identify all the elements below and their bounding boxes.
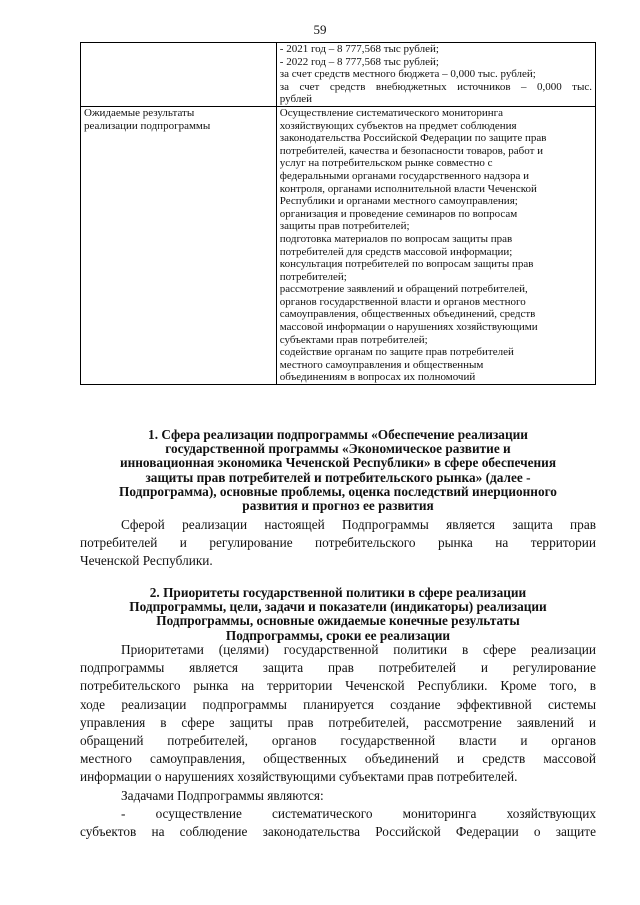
results-line: самоуправления, общественных объединений, средств [279,308,536,321]
results-line: объединениям в вопросах их полномочий [279,371,476,384]
results-line: органов государственной власти и органов местного [279,295,526,308]
subprogram-passport-table [80,42,596,385]
paragraph-line: Сферой реализации настоящей Подпрограммы является защита прав [121,517,596,532]
results-line: услуг на потребительском рынке совместно с [279,157,493,170]
paragraph-line: управления в сфере защиты прав потребителей, рассмотрение заявлений и [80,714,596,730]
results-line: потребителей; [279,270,347,283]
section-2-heading [80,586,596,643]
table-cell-label [81,106,277,384]
results-line: защиты прав потребителей; [279,220,410,233]
results-line: субъектами прав потребителей; [279,333,428,346]
results-line: подготовка материалов по вопросам защиты прав [279,232,513,245]
heading-line: развития и прогноз ее развития [242,498,434,514]
row-label-line: Ожидаемые результаты [84,106,195,119]
results-line: Республики и органами местного самоуправления; [279,195,518,208]
heading-line: 1. Сфера реализации подпрограммы «Обеспечение реализации [148,427,528,442]
table-cell-expected-results [276,106,595,384]
heading-line: защиты прав потребителей и потребительского рынка» (далее - [145,469,531,485]
heading-line: Подпрограммы, цели, задачи и показатели (индикаторы) реализации [129,599,547,615]
paragraph-line: обращений потребителей, органов государственной власти и органов [80,733,596,749]
heading-line: 2. Приоритеты государственной политики в сфере реализации [149,585,527,600]
results-line: хозяйствующих субъектов на предмет соблюдения [279,119,517,132]
heading-line: Подпрограмма), основные проблемы, оценка последствий инерционного [119,483,557,499]
task-line: субъектов на соблюдение законодательства Российской Федерации о защите [80,824,596,840]
paragraph-line: Чеченской Республики. [80,553,213,569]
results-line: Осуществление систематического мониторинга [279,106,504,119]
section-2-paragraph [80,641,596,841]
tasks-label: Задачами Подпрограммы являются: [121,787,324,803]
results-line: рассмотрение заявлений и обращений потребителей, [279,283,528,296]
financing-line: за счет средств внебюджетных источников – 0,000 тыс. [279,80,592,93]
results-line: федеральными органами государственного надзора и [279,169,530,182]
heading-line: инновационная экономика Чеченской Республики» в сфере обеспечения [119,455,557,471]
paragraph-line: ходе реализации подпрограммы планируется создание эффективной системы [80,696,596,712]
paragraph-line: потребительского рынка на территории Чеченской Республики. Кроме того, в [80,678,596,694]
heading-line: Подпрограммы, основные ожидаемые конечные результаты [156,613,520,629]
page-number: 59 [313,22,327,37]
section-1-heading [80,428,596,513]
results-line: организация и проведение семинаров по вопросам [279,207,518,220]
paragraph-line: местного самоуправления, общественных объединений и средств массовой [80,751,596,767]
table-row-financing [81,43,596,107]
heading-line: государственной программы «Экономическое развитие и [165,441,511,457]
results-line: законодательства Российской Федерации по защите прав [279,132,547,145]
results-line: консультация потребителей по вопросам защиты прав [279,258,534,271]
financing-line: рублей [279,93,313,106]
table-cell-financing [276,43,595,107]
results-line: контроля, органами исполнительной власти Чеченской [279,182,537,195]
paragraph-line: потребителей и регулирование потребительского рынка на территории [80,535,596,551]
paragraph-line: подпрограммы является защита прав потребителей и регулирование [80,660,596,676]
row-label-line: реализации подпрограммы [84,119,211,132]
results-line: местного самоуправления и общественным [279,358,484,371]
section-1-paragraph [80,516,596,571]
task-line: - осуществление систематического мониторинга хозяйствующих [121,805,596,821]
paragraph-line: Приоритетами (целями) государственной политики в сфере реализации [121,642,596,657]
financing-line: - 2022 год – 8 777,568 тыс рублей; [279,55,439,68]
results-line: потребителей, качества и безопасности товаров, работ и [279,144,544,157]
financing-line: за счет средств местного бюджета – 0,000 тыс. рублей; [279,68,536,81]
table-row-expected-results [81,106,596,384]
paragraph-line: информации о нарушениях хозяйствующими субъектами прав потребителей. [80,769,518,785]
heading-line: Подпрограммы, сроки ее реализации [225,627,451,643]
results-line: массовой информации о нарушениях хозяйствующими [279,321,538,334]
results-line: потребителей для средств массовой информации; [279,245,513,258]
table-cell-left-empty [81,43,277,107]
results-line: содействие органам по защите прав потребителей [279,346,514,359]
financing-line: - 2021 год – 8 777,568 тыс рублей; [279,43,439,55]
